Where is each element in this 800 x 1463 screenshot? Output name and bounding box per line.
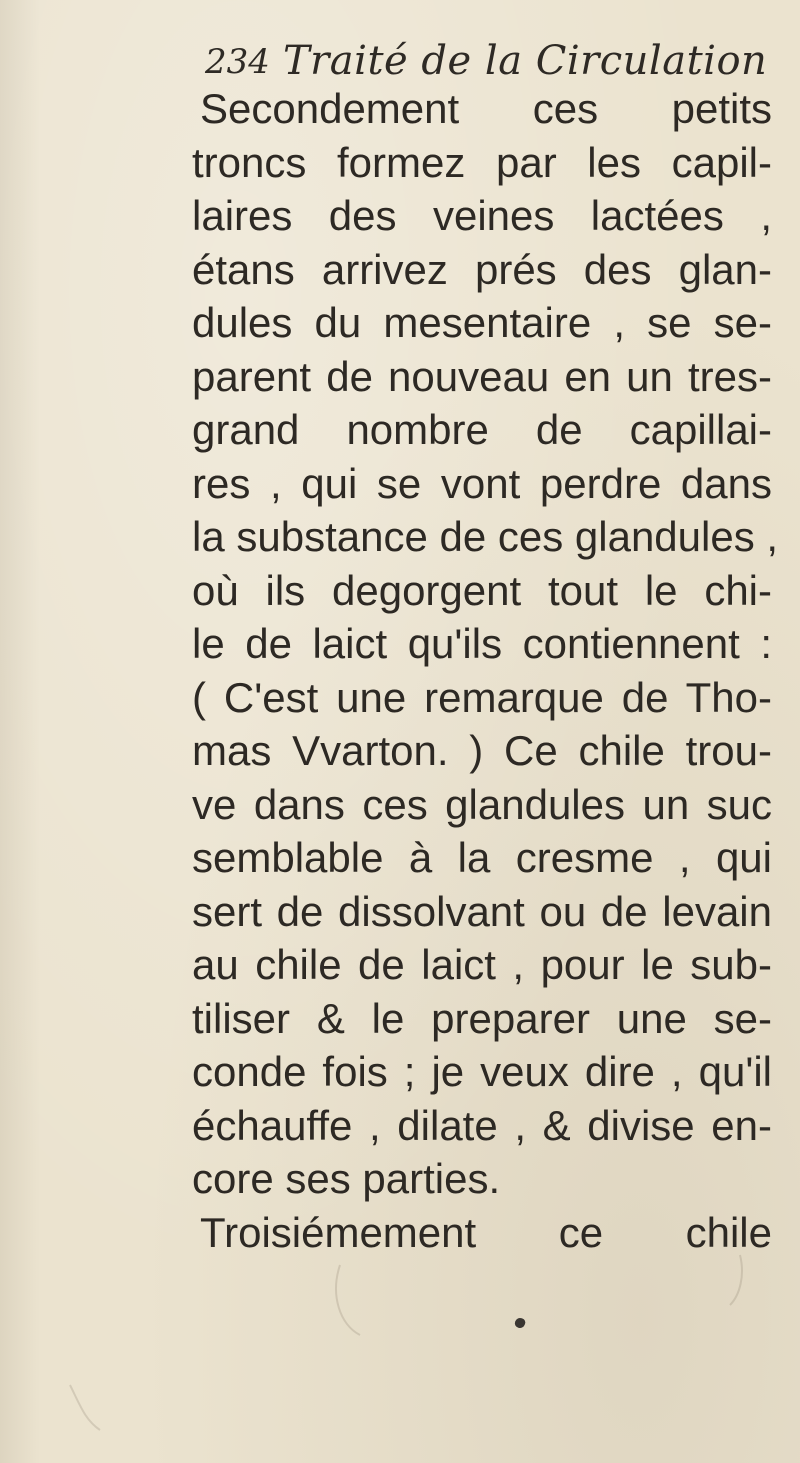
text-line: parent de nouveau en un tres- [192, 352, 772, 400]
text-line: le de laict qu'ils contiennent : [192, 620, 772, 667]
text-line: dules du mesentaire , se se- [192, 299, 772, 346]
text-line: ve dans ces glandules un suc [192, 780, 772, 828]
text-line: grand nombre de capillai- [192, 406, 772, 453]
show-through-ink [40, 1235, 760, 1435]
text-line: sert de dissolvant ou de levain [192, 887, 772, 935]
text-line: mas Vvarton. ) Ce chile trou- [192, 727, 772, 774]
text-line: étans arrivez prés des glan- [192, 245, 772, 293]
text-line: res , qui se vont perdre dans [192, 459, 772, 507]
text-line: core ses parties. [192, 1155, 501, 1202]
text-line: tiliser & le preparer une se- [192, 994, 772, 1042]
text-line: semblable à la cresme , qui [192, 834, 772, 881]
text-line: Secondement ces petits [200, 85, 772, 132]
text-line: laires des veines lactées , [192, 192, 772, 239]
body-text [192, 82, 779, 1259]
gutter-shadow [0, 0, 40, 1463]
text-line: la substance de ces glandules , [192, 513, 779, 560]
text-line: au chile de laict , pour le sub- [192, 941, 772, 988]
page-number: 234 [205, 42, 270, 82]
text-line: troncs formez par les capil- [192, 138, 772, 186]
text-line: conde fois ; je veux dire , qu'il [192, 1048, 772, 1095]
text-line: ( C'est une remarque de Tho- [192, 673, 772, 721]
running-title: Traité de la Circulation [283, 38, 768, 84]
text-line: échauffe , dilate , & divise en- [192, 1101, 772, 1149]
text-line: Troisiémement ce chile [200, 1208, 772, 1256]
text-line: où ils degorgent tout le chi- [192, 566, 772, 614]
